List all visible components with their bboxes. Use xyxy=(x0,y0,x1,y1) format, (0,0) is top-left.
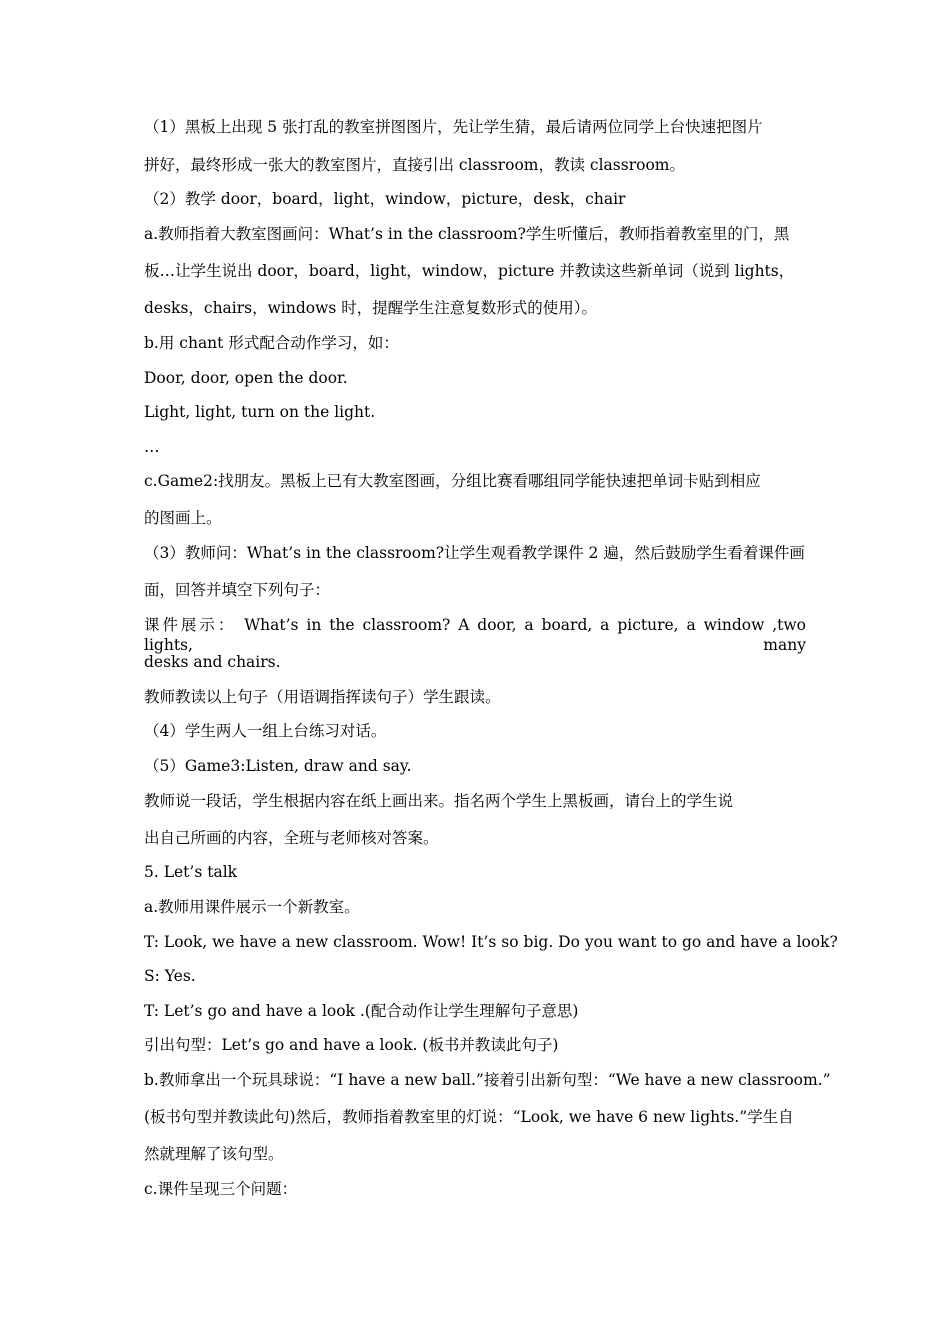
text-line: 面，回答并填空下列句子： xyxy=(144,581,331,599)
text-line: desks，chairs，windows 时，提醒学生注意复数形式的使用）。 xyxy=(144,299,597,317)
text-line: … xyxy=(144,438,160,456)
text-line: c.Game2:找朋友。黑板上已有大教室图画，分组比赛看哪组同学能快速把单词卡贴到相应 xyxy=(144,472,761,490)
text-line: 教师说一段话，学生根据内容在纸上画出来。指名两个学生上黑板画，请台上的学生说 xyxy=(144,792,734,810)
text-line: T: Look, we have a new classroom. Wow! It’s so big. Do you want to go and have a look? xyxy=(144,933,838,951)
text-line: Light, light, turn on the light. xyxy=(144,403,376,421)
text-line: 教师教读以上句子（用语调指挥读句子）学生跟读。 xyxy=(144,688,501,706)
text-line: 出自己所画的内容，全班与老师核对答案。 xyxy=(144,829,439,847)
text-line: 5. Let’s talk xyxy=(144,863,238,881)
text-line: 拼好，最终形成一张大的教室图片，直接引出 classroom，教读 classroom。 xyxy=(144,156,685,174)
text-line: S: Yes. xyxy=(144,967,196,985)
text-line: 课件展示： What’s in the classroom? A door, a board, a picture, a window ,two lights, many xyxy=(144,616,806,654)
text-line: T: Let’s go and have a look .(配合动作让学生理解句子意思) xyxy=(144,1002,579,1020)
text-line: （3）教师问：What’s in the classroom?让学生观看教学课件 2 遍，然后鼓励学生看着课件画 xyxy=(144,544,805,562)
text-line: 引出句型：Let’s go and have a look. (板书并教读此句子) xyxy=(144,1036,559,1054)
text-line: c.课件呈现三个问题： xyxy=(144,1180,298,1198)
text-line: （2）教学 door，board，light，window，picture，desk，chair xyxy=(144,190,626,208)
text-line: a.教师用课件展示一个新教室。 xyxy=(144,898,360,916)
text-line: b.用 chant 形式配合动作学习，如： xyxy=(144,334,399,352)
text-line: 的图画上。 xyxy=(144,509,222,527)
text-line: (板书句型并教读此句)然后，教师指着教室里的灯说：“Look, we have 6 new lights.”学生自 xyxy=(144,1108,794,1126)
text-line: Door, door, open the door. xyxy=(144,369,348,387)
text-line: （4）学生两人一组上台练习对话。 xyxy=(144,722,387,740)
text-line: 板…让学生说出 door，board，light，window，picture 并教读这些新单词（说到 lights， xyxy=(144,262,795,280)
text-line: （1）黑板上出现 5 张打乱的教室拼图图片，先让学生猜，最后请两位同学上台快速把图片 xyxy=(144,118,763,136)
text-line: 然就理解了该句型。 xyxy=(144,1145,284,1163)
text-line: （5）Game3:Listen, draw and say. xyxy=(144,757,412,775)
text-line: a.教师指着大教室图画问：What’s in the classroom?学生听懂后，教师指着教室里的门，黑 xyxy=(144,225,790,243)
text-line: b.教师拿出一个玩具球说：“I have a new ball.”接着引出新句型：“We have a new classroom.” xyxy=(144,1071,831,1089)
text-line: desks and chairs. xyxy=(144,653,281,671)
